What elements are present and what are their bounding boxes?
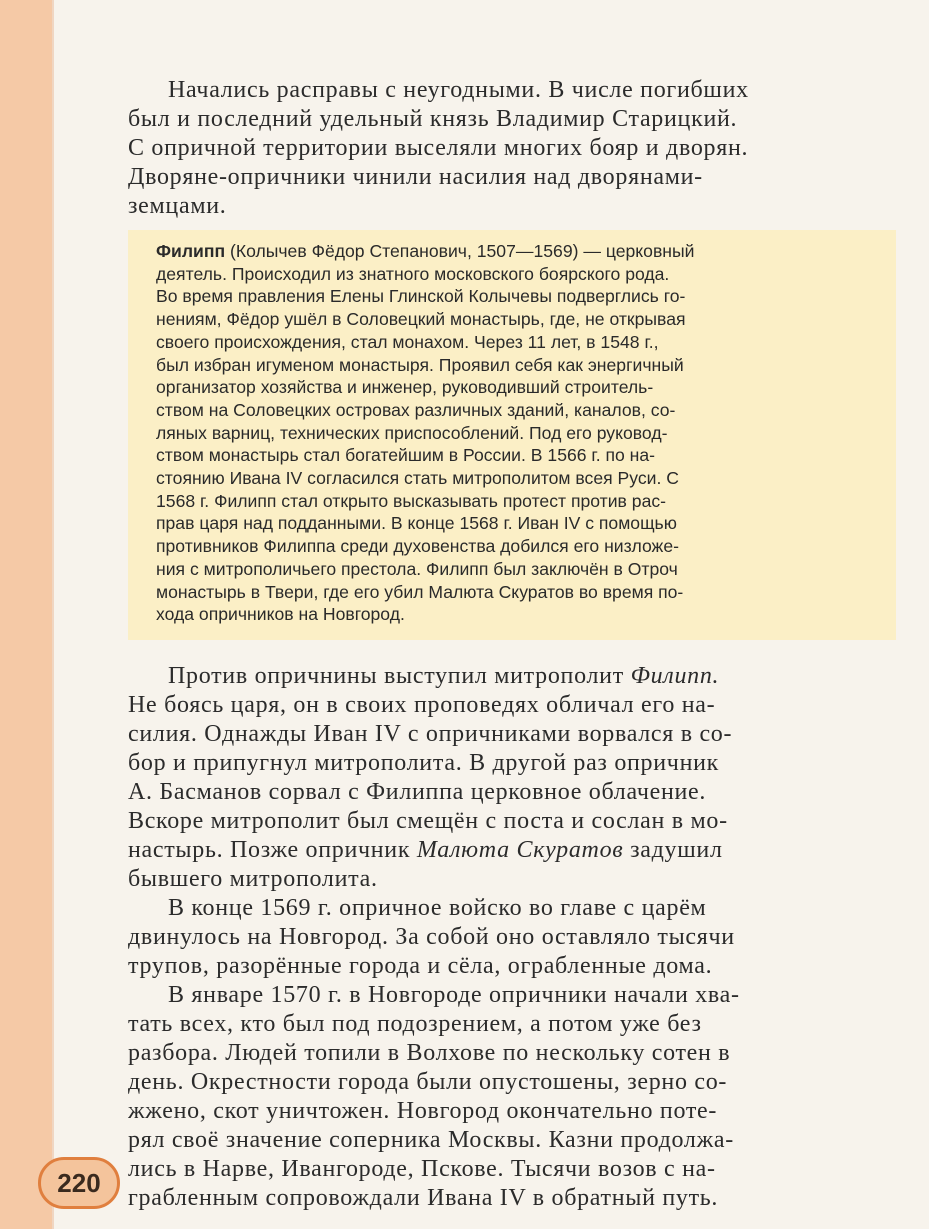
text-line: А. Басманов сорвал с Филиппа церковное облачение.	[128, 779, 707, 805]
text-segment: Против опричнины выступил митрополит	[168, 663, 631, 689]
biography-line: ния с митрополичьего престола. Филипп был заключён в Отроч	[156, 558, 678, 579]
biography-name: Филипп	[156, 241, 226, 261]
text-line: силия. Однажды Иван IV с опричниками ворвался в со-	[128, 721, 733, 747]
biography-line: монастырь в Твери, где его убил Малюта Скуратов во время по-	[156, 581, 684, 602]
text-segment: настырь. Позже опричник	[128, 837, 417, 863]
biography-line: деятель. Происходил из знатного московского боярского рода.	[156, 263, 670, 284]
page-number: 220	[38, 1157, 120, 1209]
text-line: был и последний удельный князь Владимир Старицкий.	[128, 106, 738, 132]
biography-line: организатор хозяйства и инженер, руководивший строитель-	[156, 377, 654, 398]
margin-strip	[0, 0, 52, 1229]
intro-paragraph	[128, 76, 898, 221]
text-line: тать всех, кто был под подозрением, а потом уже без	[128, 1011, 702, 1037]
biography-line: хода опричников на Новгород.	[156, 604, 405, 625]
text-line: Дворяне-опричники чинили насилия над дворянами-	[128, 164, 703, 190]
biography-line: Во время правления Елены Глинской Колычевы подверглись го-	[156, 286, 686, 307]
text-line: разбора. Людей топили в Волхове по нескольку сотен в	[128, 1040, 731, 1066]
biography-line: ством на Соловецких островах различных зданий, каналов, со-	[156, 399, 676, 420]
biography-line: своего происхождения, стал монахом. Через 11 лет, в 1548 г.,	[156, 331, 659, 352]
biography-line: ством монастырь стал богатейшим в России. В 1566 г. по на-	[156, 445, 656, 466]
text-line: день. Окрестности города были опустошены, зерно со-	[128, 1069, 728, 1095]
italic-name-skuratov: Малюта Скуратов	[416, 837, 624, 863]
text-line: В январе 1570 г. в Новгороде опричники начали хва-	[168, 982, 740, 1008]
main-text	[128, 662, 898, 1213]
text-line: Вскоре митрополит был смещён с поста и сослан в мо-	[128, 808, 728, 834]
text-line: Начались расправы с неугодными. В числе погибших	[168, 77, 749, 103]
text-line: земцами.	[128, 193, 227, 219]
text-line: рял своё значение соперника Москвы. Казни продолжа-	[128, 1127, 734, 1153]
margin-edge	[52, 0, 54, 1229]
text-line: двинулось на Новгород. За собой оно оставляло тысячи	[128, 924, 735, 950]
text-line: бор и припугнул митрополита. В другой раз опричник	[128, 750, 720, 776]
text-line: лись в Нарве, Ивангороде, Пскове. Тысячи возов с на-	[128, 1156, 716, 1182]
text-line: Не боясь царя, он в своих проповедях обличал его на-	[128, 692, 716, 718]
text-line	[128, 662, 898, 691]
biography-line: прав царя над подданными. В конце 1568 г. Иван IV с помощью	[156, 513, 677, 534]
biography-dates: (Колычев Фёдор Степанович, 1507—1569) — церковный	[225, 241, 695, 261]
text-line: трупов, разорённые города и сёла, ограбленные дома.	[128, 953, 713, 979]
biography-box	[128, 230, 896, 640]
biography-first-line	[156, 240, 872, 263]
text-line	[128, 836, 898, 865]
text-line: С опричной территории выселяли многих бояр и дворян.	[128, 135, 749, 161]
biography-line: был избран игуменом монастыря. Проявил себя как энергичный	[156, 354, 684, 375]
biography-line: нениям, Фёдор ушёл в Соловецкий монастырь, где, не открывая	[156, 309, 686, 330]
biography-line: ляных варниц, технических приспособлений. Под его руковод-	[156, 422, 668, 443]
text-segment: задушил	[623, 837, 723, 863]
biography-line: противников Филиппа среди духовенства добился его низложе-	[156, 536, 679, 557]
italic-name-philipp: Филипп.	[630, 663, 720, 689]
text-line: жжено, скот уничтожен. Новгород окончательно поте-	[128, 1098, 718, 1124]
text-line: грабленным сопровождали Ивана IV в обратный путь.	[128, 1185, 719, 1211]
biography-line: стоянию Ивана IV согласился стать митрополитом всея Руси. С	[156, 468, 679, 489]
biography-line: 1568 г. Филипп стал открыто высказывать протест против рас-	[156, 490, 667, 511]
text-line: бывшего митрополита.	[128, 866, 378, 892]
text-line: В конце 1569 г. опричное войско во главе с царём	[168, 895, 707, 921]
